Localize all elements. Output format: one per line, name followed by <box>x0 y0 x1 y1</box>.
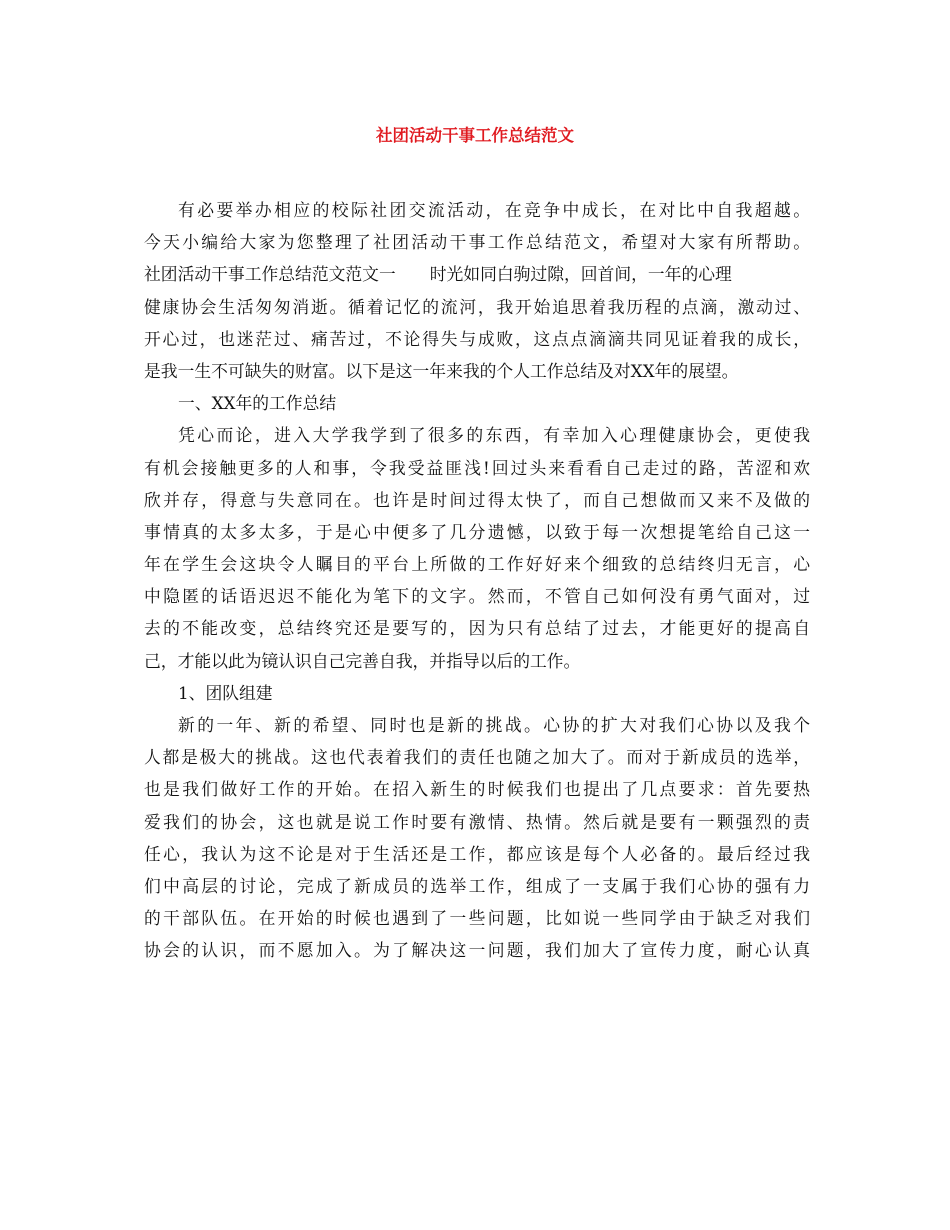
text-line-content: 年在学生会这块令人瞩目的平台上所做的工作好好来个细致的总结终归无言，心 <box>144 554 810 575</box>
text-line <box>144 484 810 516</box>
text-line <box>144 741 810 773</box>
text-line-content: 健康协会生活匆匆消逝。循着记忆的流河，我开始追思着我历程的点滴，激动过、 <box>144 296 810 317</box>
text-line <box>144 934 810 966</box>
text-line <box>144 806 810 838</box>
text-line <box>144 258 810 290</box>
text-line-content: 中隐匿的话语迟迟不能化为笔下的文字。然而，不管自己如何没有勇气面对，过 <box>144 586 810 607</box>
text-line <box>144 677 810 709</box>
text-line <box>144 387 810 419</box>
text-line-content: 欣并存，得意与失意同在。也许是时间过得太快了，而自己想做而又来不及做的 <box>144 489 810 510</box>
text-line <box>144 645 810 677</box>
text-line-content: 有必要举办相应的校际社团交流活动，在竞争中成长，在对比中自我超越。 <box>178 200 810 220</box>
text-line <box>144 773 810 805</box>
text-line-content: 今天小编给大家为您整理了社团活动干事工作总结范文，希望对大家有所帮助。 <box>144 232 810 253</box>
text-line <box>144 838 810 870</box>
text-line <box>144 612 810 644</box>
text-line <box>144 709 810 741</box>
text-line-content: 凭心而论，进入大学我学到了很多的东西，有幸加入心理健康协会，更使我 <box>178 425 810 446</box>
text-line <box>144 323 810 355</box>
text-line-content: 是我一生不可缺失的财富。以下是这一年来我的个人工作总结及对XX年的展望。 <box>144 360 739 381</box>
text-line-content: 们中高层的讨论，完成了新成员的选举工作，组成了一支属于我们心协的强有力 <box>144 875 810 896</box>
text-line-tail: 时光如同白驹过隙，回首间，一年的心理 <box>429 264 732 285</box>
text-line <box>144 194 810 226</box>
text-line-content: 也是我们做好工作的开始。在招入新生的时候我们也提出了几点要求：首先要热 <box>144 779 810 800</box>
text-line-content: 事情真的太多太多，于是心中便多了几分遗憾，以致于每一次想提笔给自己这一 <box>144 521 810 542</box>
text-line-content: 去的不能改变，总结终究还是要写的，因为只有总结了过去，才能更好的提高自 <box>144 618 810 639</box>
text-line <box>144 452 810 484</box>
text-line-content: 己，才能以此为镜认识自己完善自我，并指导以后的工作。 <box>144 650 581 671</box>
text-line <box>144 870 810 902</box>
text-line-content: 开心过，也迷茫过、痛苦过，不论得失与成败，这点点滴滴共同见证着我的成长， <box>144 328 810 349</box>
text-line <box>144 355 810 387</box>
text-line-content: 爱我们的协会，这也就是说工作时要有激情、热情。然后就是要有一颗强烈的责 <box>144 811 810 832</box>
text-line <box>144 419 810 451</box>
text-line-content: 1、团队组建 <box>178 682 273 703</box>
text-line <box>144 291 810 323</box>
document-body <box>144 194 810 967</box>
text-line <box>144 580 810 612</box>
text-line-content: 新的一年、新的希望、同时也是新的挑战。心协的扩大对我们心协以及我个 <box>178 715 810 735</box>
text-line <box>144 516 810 548</box>
text-line-content: 社团活动干事工作总结范文范文一 <box>144 264 396 285</box>
text-line <box>144 548 810 580</box>
text-line-content: 协会的认识，而不愿加入。为了解决这一问题，我们加大了宣传力度，耐心认真 <box>144 940 810 961</box>
text-line-content: 任心，我认为这不论是对于生活还是工作，都应该是每个人必备的。最后经过我 <box>144 843 810 864</box>
text-line <box>144 226 810 258</box>
text-line <box>144 902 810 934</box>
text-line-content: 的干部队伍。在开始的时候也遇到了一些问题，比如说一些同学由于缺乏对我们 <box>144 908 810 929</box>
document-title: 社团活动干事工作总结范文 <box>376 126 574 145</box>
text-line-content: 人都是极大的挑战。这也代表着我们的责任也随之加大了。而对于新成员的选举， <box>144 747 810 768</box>
text-line-content: 一、XX年的工作总结 <box>178 393 337 414</box>
text-line-content: 有机会接触更多的人和事，令我受益匪浅!回过头来看看自己走过的路，苦涩和欢 <box>144 457 810 478</box>
